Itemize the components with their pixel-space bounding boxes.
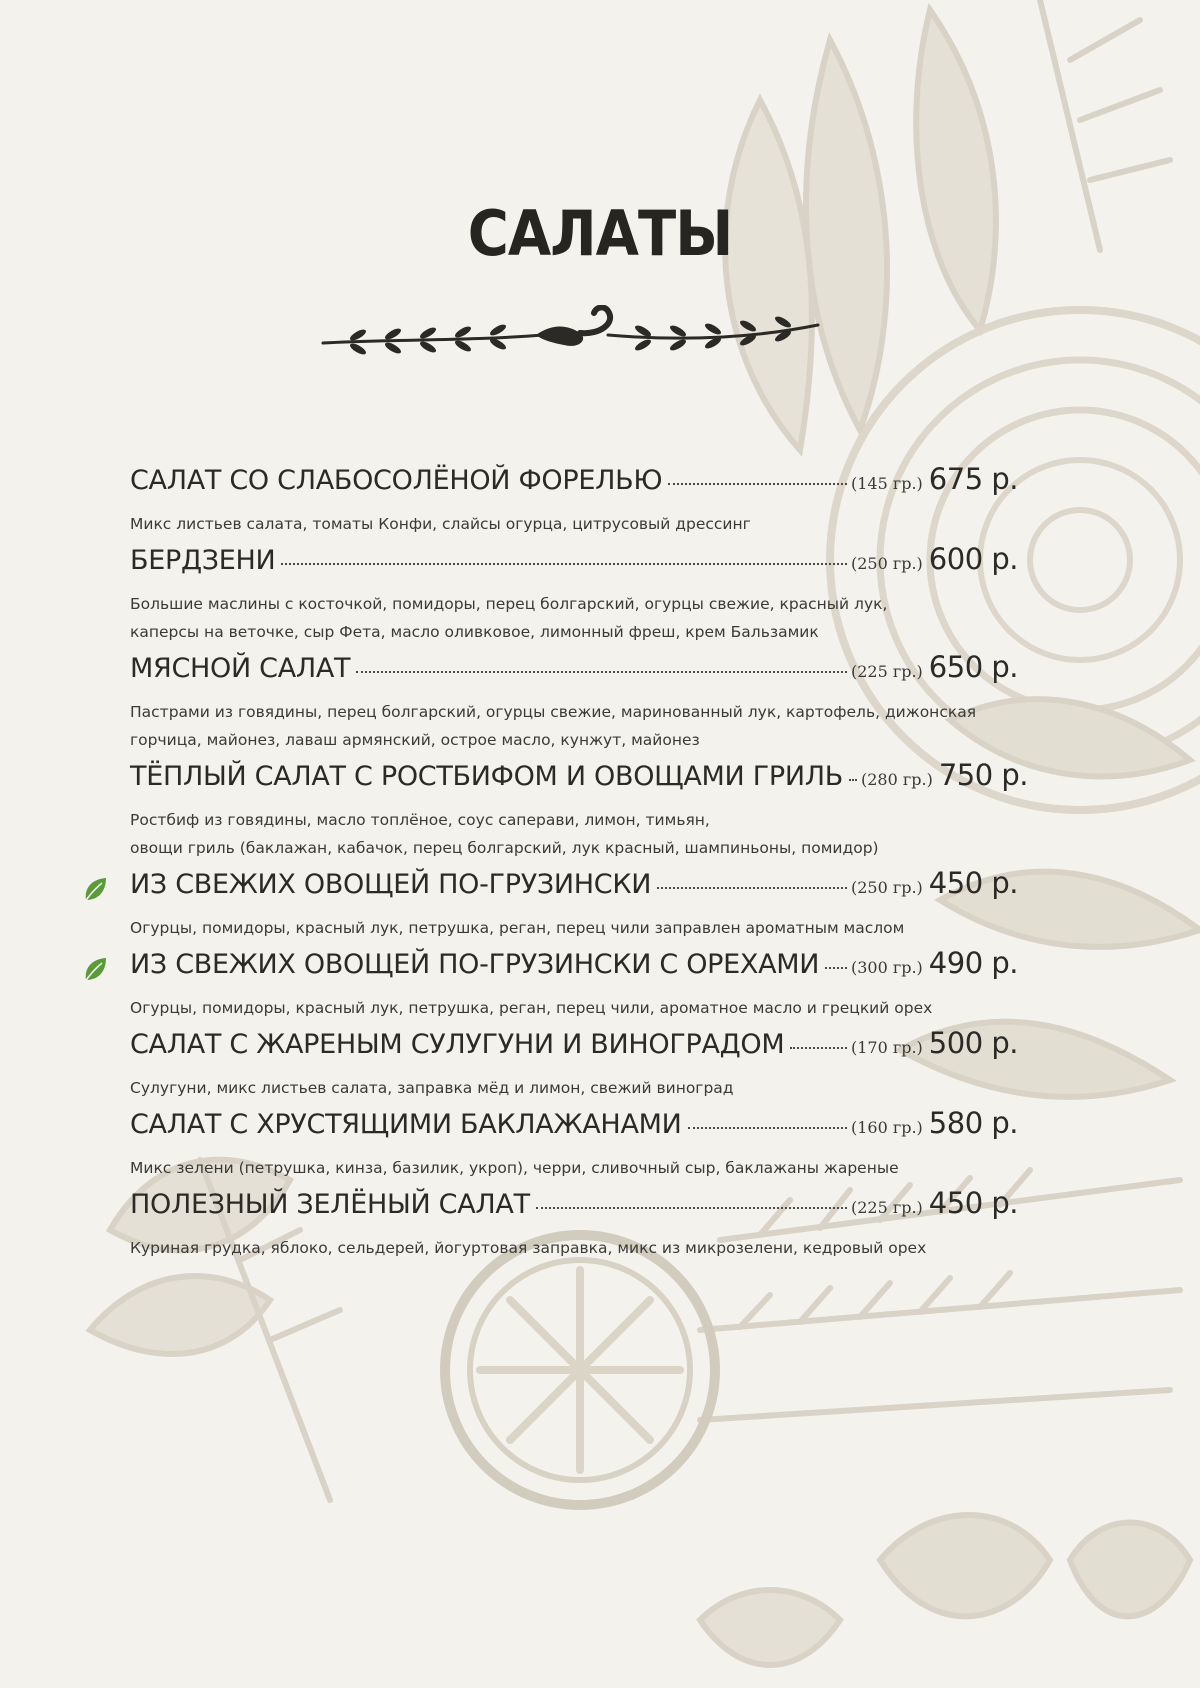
dish-weight: (160 гр.) [850,1118,923,1137]
dish-weight: (300 гр.) [850,958,923,977]
list-item [130,758,1029,866]
leaf-icon [82,876,108,904]
dish-weight: (250 гр.) [850,554,923,573]
dish-price: 750 р. [938,758,1029,792]
dish-description: Куриная грудка, яблоко, сельдерей, йогуртовая заправка, микс из микрозелени, кедровый орех [130,1239,927,1257]
dish-price: 450 р. [928,866,1018,900]
dotted-leader [536,1207,847,1209]
dish-weight: (170 гр.) [850,1038,923,1057]
dish-description: Микс зелени (петрушка, кинза, базилик, укроп), черри, сливочный сыр, баклажаны жареные [130,1159,899,1177]
dish-name: САЛАТ С ЖАРЕНЫМ СУЛУГУНИ И ВИНОГРАДОМ [130,1029,785,1060]
dotted-leader [688,1127,847,1129]
dish-name: ПОЛЕЗНЫЙ ЗЕЛЁНЫЙ САЛАТ [130,1189,530,1220]
list-item [130,542,1018,650]
list-item [130,1026,1018,1106]
dish-description: Большие маслины с косточкой, помидоры, перец болгарский, огурцы свежие, красный лук, каперсы на веточке, сыр Фета, масло оливковое, лимонный фреш, крем Бальзамик [130,595,888,641]
list-item [130,946,1018,1026]
dotted-leader [849,779,857,781]
dish-price: 600 р. [928,542,1018,576]
dotted-leader [281,563,847,565]
dish-name: МЯСНОЙ САЛАТ [130,653,351,684]
list-item [130,650,1018,758]
list-item [130,1186,1018,1266]
dish-weight: (280 гр.) [861,770,933,789]
dish-name: ИЗ СВЕЖИХ ОВОЩЕЙ ПО-ГРУЗИНСКИ С ОРЕХАМИ [130,949,820,980]
dish-description: Огурцы, помидоры, красный лук, петрушка, реган, перец чили, ароматное масло и грецкий орех [130,999,933,1017]
dish-description: Огурцы, помидоры, красный лук, петрушка, реган, перец чили заправлен ароматным маслом [130,919,905,937]
dish-description: Сулугуни, микс листьев салата, заправка мёд и лимон, свежий виноград [130,1079,734,1097]
dish-name: САЛАТ С ХРУСТЯЩИМИ БАКЛАЖАНАМИ [130,1109,682,1140]
leaf-icon [82,956,108,984]
dish-name: БЕРДЗЕНИ [130,545,276,576]
dish-price: 580 р. [928,1106,1018,1140]
dish-weight: (225 гр.) [850,662,923,681]
dish-price: 675 р. [928,462,1018,496]
dotted-leader [825,967,847,969]
dish-name: САЛАТ СО СЛАБОСОЛЁНОЙ ФОРЕЛЬЮ [130,465,663,496]
dish-name: ИЗ СВЕЖИХ ОВОЩЕЙ ПО-ГРУЗИНСКИ [130,869,652,900]
laurel-chili-ornament-icon [318,305,824,375]
dish-price: 450 р. [928,1186,1018,1220]
dish-description: Микс листьев салата, томаты Конфи, слайсы огурца, цитрусовый дрессинг [130,515,751,533]
dish-weight: (145 гр.) [850,474,923,493]
dotted-leader [668,483,847,485]
list-item [130,462,1018,542]
dish-description: Пастрами из говядины, перец болгарский, огурцы свежие, маринованный лук, картофель, дижонская горчица, майонез, лаваш армянский, острое масло, кунжут, майонез [130,703,977,749]
dotted-leader [790,1047,847,1049]
dish-weight: (225 гр.) [850,1198,923,1217]
dish-price: 500 р. [928,1026,1018,1060]
page-title: САЛАТЫ [467,198,733,271]
dotted-leader [657,887,847,889]
dotted-leader [356,671,847,673]
list-item [130,866,1018,946]
list-item [130,1106,1018,1186]
dish-name: ТЁПЛЫЙ САЛАТ С РОСТБИФОМ И ОВОЩАМИ ГРИЛЬ [130,761,843,792]
dish-price: 490 р. [928,946,1018,980]
dish-price: 650 р. [928,650,1018,684]
salad-menu-list [130,462,1029,1266]
dish-weight: (250 гр.) [850,878,923,897]
dish-description: Ростбиф из говядины, масло топлёное, соус сапеpави, лимон, тимьян, овощи гриль (баклажан, кабачок, перец болгарский, лук красный, шампиньоны, помидор) [130,811,879,857]
